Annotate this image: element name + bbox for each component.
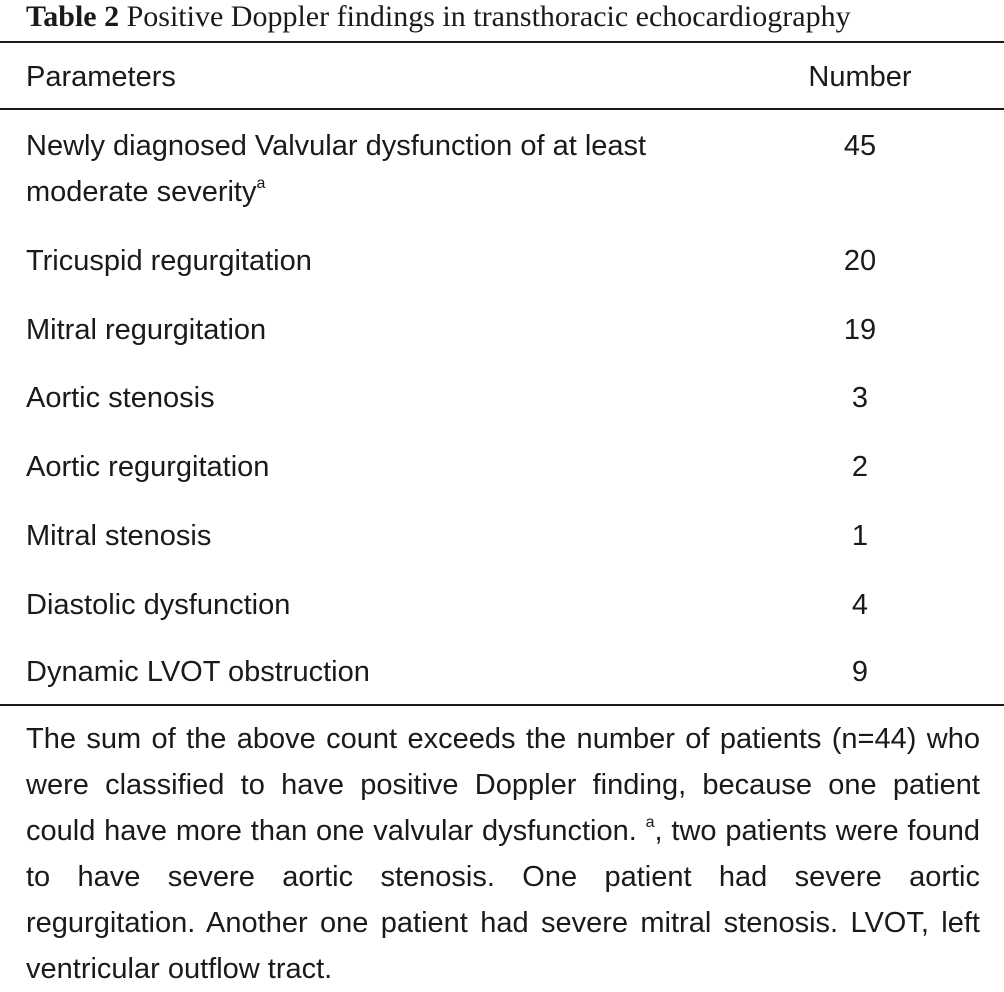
table-cell-parameter: Aortic regurgitation xyxy=(26,451,270,483)
table-cell-number: 45 xyxy=(843,130,877,162)
table-cell-number: 1 xyxy=(851,520,869,552)
table-cell-parameter: Tricuspid regurgitation xyxy=(26,245,312,277)
table-cell-parameter: Mitral regurgitation xyxy=(26,314,267,346)
table-cell-parameter: Dynamic LVOT obstruction xyxy=(26,656,370,688)
table-header-row xyxy=(0,54,1004,100)
table-cell-number: 3 xyxy=(851,382,869,414)
table-cell-parameter-text: Newly diagnosed Valvular dysfunction of at least moderate severity xyxy=(26,130,647,208)
table-cell-number: 2 xyxy=(851,451,869,483)
table-cell-number: 20 xyxy=(843,245,877,277)
column-header-parameters: Parameters xyxy=(26,61,176,93)
footnote-text-part1: The sum of the above count exceeds the number of patients (n=44) who were classified to have positive Doppler finding, because one patient could have more than one valvular dysfunction. xyxy=(26,723,980,847)
table-cell-number: 19 xyxy=(843,314,877,346)
table-cell-parameter: Mitral stenosis xyxy=(26,520,212,552)
table-cell-parameter: Aortic stenosis xyxy=(26,382,215,414)
column-header-number: Number xyxy=(808,61,912,93)
table-cell-number: 4 xyxy=(851,589,869,621)
table-cell-number: 9 xyxy=(851,656,869,688)
table-cell-superscript: a xyxy=(256,175,266,193)
table-cell-parameter: Diastolic dysfunction xyxy=(26,589,291,621)
footnote-marker: a xyxy=(645,814,655,832)
footnote-text-part2: , two patients were found to have severe aortic stenosis. One patient had severe aortic regurgitation. Another one patient had severe mitral stenosis. LVOT, left ventricular outflow tract. xyxy=(26,815,980,985)
table-footnote xyxy=(26,716,980,992)
table-caption-title: Positive Doppler findings in transthoracic echocardiography xyxy=(126,0,851,33)
table-bottom-rule xyxy=(0,704,1004,706)
table-caption-label: Table 2 xyxy=(26,0,120,33)
table-caption xyxy=(26,0,1004,40)
table-top-rule xyxy=(0,41,1004,43)
table-header-rule xyxy=(0,108,1004,110)
table-cell-parameter xyxy=(26,123,706,215)
